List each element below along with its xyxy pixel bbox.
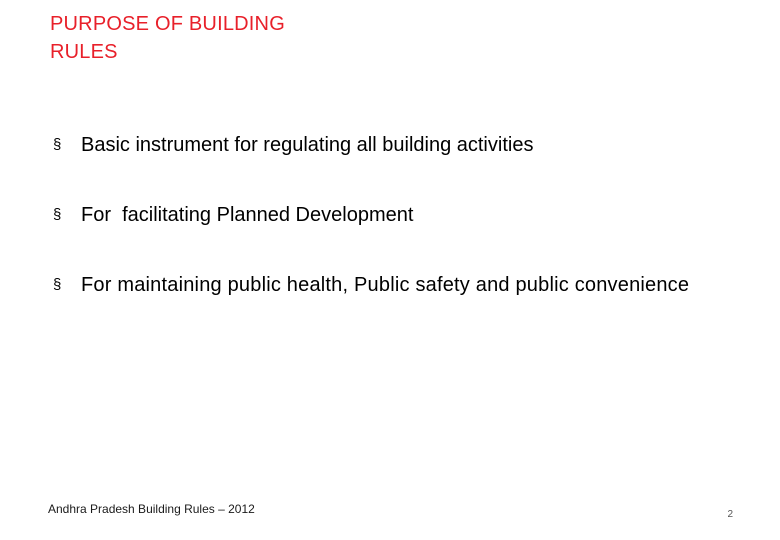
bullet-list [50,131,730,341]
bullet-item [50,131,730,159]
bullet-section-icon: § [53,276,62,293]
page-number: 2 [727,509,733,520]
slide-title [50,10,370,66]
bullet-section-icon: § [53,206,62,223]
slide-title-line-1: PURPOSE OF BUILDING [50,13,285,35]
bullet-text: Basic instrument for regulating all building activities [81,134,534,156]
bullet-text: For facilitating Planned Development [81,204,414,226]
bullet-item [50,271,730,299]
slide-footer: Andhra Pradesh Building Rules – 2012 [48,502,255,516]
bullet-item [50,201,730,229]
bullet-section-icon: § [53,136,62,153]
slide-title-line-2: RULES [50,41,118,63]
bullet-text: For maintaining public health, Public safety and public convenience [81,274,690,296]
